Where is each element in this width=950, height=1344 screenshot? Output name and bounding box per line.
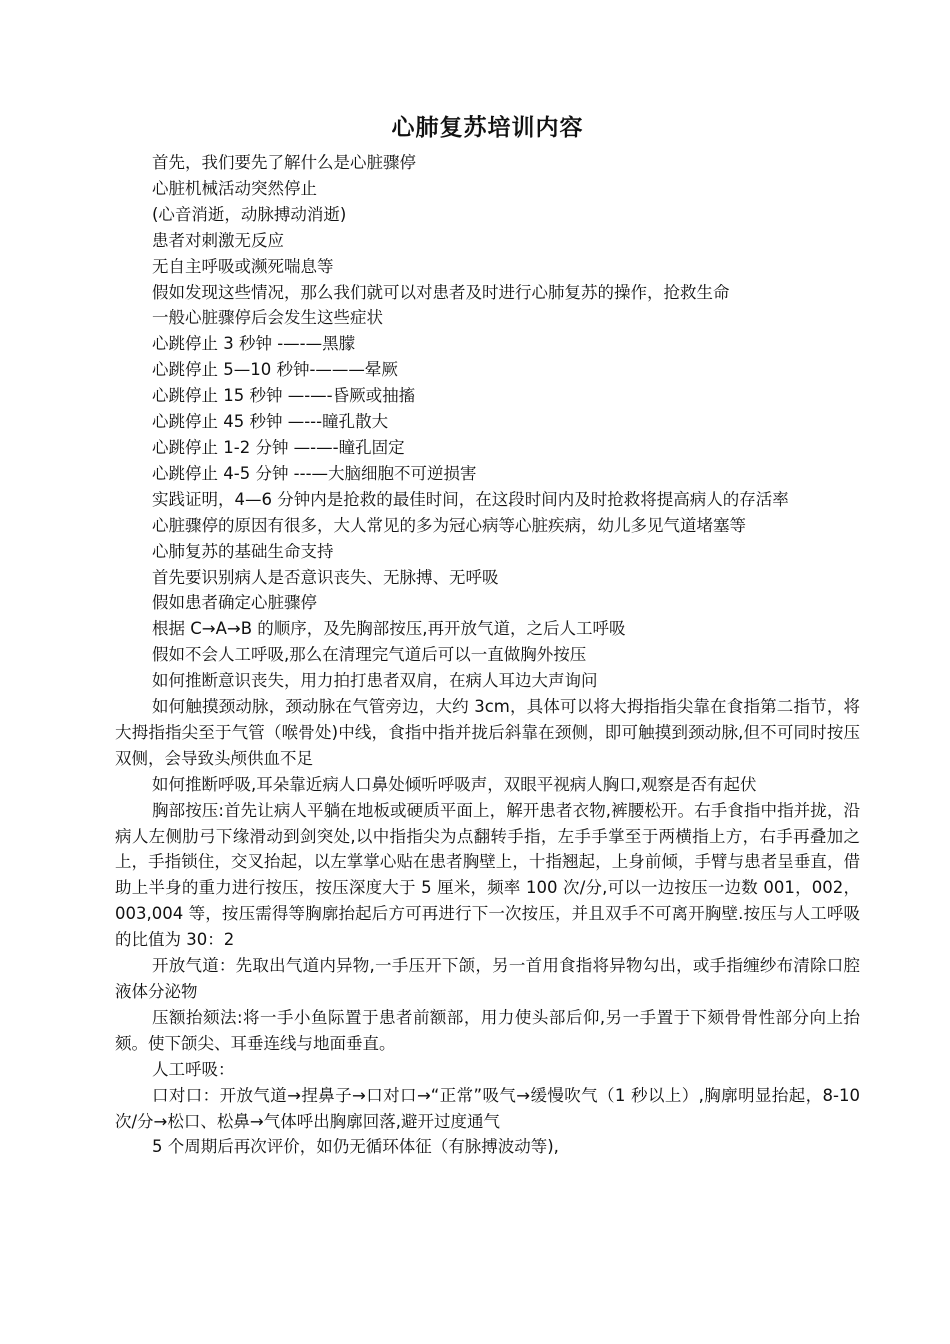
paragraph: 假如发现这些情况，那么我们就可以对患者及时进行心肺复苏的操作，抢救生命 (152, 282, 730, 302)
paragraph: 如何推断意识丧失，用力拍打患者双肩，在病人耳边大声询问 (152, 671, 598, 691)
paragraph: 心脏机械活动突然停止 (152, 178, 317, 198)
paragraph: (心音消逝，动脉搏动消逝) (152, 204, 347, 224)
paragraph: 如何推断呼吸,耳朵靠近病人口鼻处倾听呼吸声，双眼平视病人胸口,观察是否有起伏 (152, 774, 757, 794)
paragraph: 患者对刺激无反应 (152, 230, 284, 250)
paragraph: 一般心脏骤停后会发生这些症状 (152, 308, 383, 328)
paragraph: 根据 C→A→B 的顺序，及先胸部按压,再开放气道，之后人工呼吸 (152, 619, 626, 639)
paragraph: 人工呼吸： (152, 1059, 235, 1079)
paragraph: 首先要识别病人是否意识丧失、无脉搏、无呼吸 (152, 567, 499, 587)
paragraph: 如何触摸颈动脉，颈动脉在气管旁边，大约 3cm，具体可以将大拇指指尖靠在食指第二指节，将大拇指指尖至于气管（喉骨处)中线，食指中指并拢后斜靠在颈侧，即可触摸到颈动脉,但不可同时按压双侧，会导致头颅供血不足 (115, 697, 860, 768)
paragraph: 5 个周期后再次评价，如仍无循环体征（有脉搏波动等), (152, 1137, 559, 1157)
paragraph: 实践证明，4—6 分钟内是抢救的最佳时间，在这段时间内及时抢救将提高病人的存活率 (152, 489, 789, 509)
document-page (115, 108, 860, 1160)
paragraph: 无自主呼吸或濒死喘息等 (152, 256, 334, 276)
paragraph: 心跳停止 45 秒钟 —---瞳孔散大 (152, 412, 389, 432)
paragraph: 心脏骤停的原因有很多，大人常见的多为冠心病等心脏疾病，幼儿多见气道堵塞等 (152, 515, 746, 535)
paragraph: 心跳停止 1-2 分钟 —-—-瞳孔固定 (152, 437, 405, 457)
document-title: 心肺复苏培训内容 (391, 114, 584, 141)
paragraph: 假如患者确定心脏骤停 (152, 593, 317, 613)
paragraph: 心跳停止 15 秒钟 —-—-昏厥或抽搐 (152, 386, 416, 406)
paragraph: 心跳停止 4-5 分钟 ---—大脑细胞不可逆损害 (152, 463, 477, 483)
paragraph: 心跳停止 5—10 秒钟-———晕厥 (152, 360, 398, 380)
paragraph: 口对口：开放气道→捏鼻子→口对口→“正常”吸气→缓慢吹气（1 秒以上）,胸廓明显抬起，8-10 次/分→松口、松鼻→气体呼出胸廓回落,避开过度通气 (115, 1085, 860, 1131)
paragraph: 首先，我们要先了解什么是心脏骤停 (152, 153, 416, 172)
paragraph: 心跳停止 3 秒钟 -—-—黑朦 (152, 334, 356, 354)
paragraph: 压额抬颏法:将一手小鱼际置于患者前额部，用力使头部后仰,另一手置于下颏骨骨性部分向上抬颏。使下颌尖、耳垂连线与地面垂直。 (115, 1007, 860, 1053)
paragraph: 假如不会人工呼吸,那么在清理完气道后可以一直做胸外按压 (152, 645, 587, 665)
paragraph: 开放气道：先取出气道内异物,一手压开下颌，另一首用食指将异物勾出，或手指缠纱布清除口腔液体分泌物 (115, 956, 860, 1001)
paragraph: 心肺复苏的基础生命支持 (152, 541, 334, 561)
paragraph: 胸部按压:首先让病人平躺在地板或硬质平面上，解开患者衣物,裤腰松开。右手食指中指并拢，沿病人左侧肋弓下缘滑动到剑突处,以中指指尖为点翻转手指，左手手掌至于两横指上方，右手再叠加之上，手指锁住，交叉抬起，以左掌掌心贴在患者胸壁上，十指翘起，上身前倾，手臂与患者呈垂直，借助上半身的重力进行按压，按压深度大于 5 厘米，频率 100 次/分,可以一边按压一边数 001，002，003,004 等，按压需得等胸廓抬起后方可再进行下一次按压，并且双手不可离开胸壁.按压与人工呼吸的比值为 30：2 (115, 800, 860, 950)
